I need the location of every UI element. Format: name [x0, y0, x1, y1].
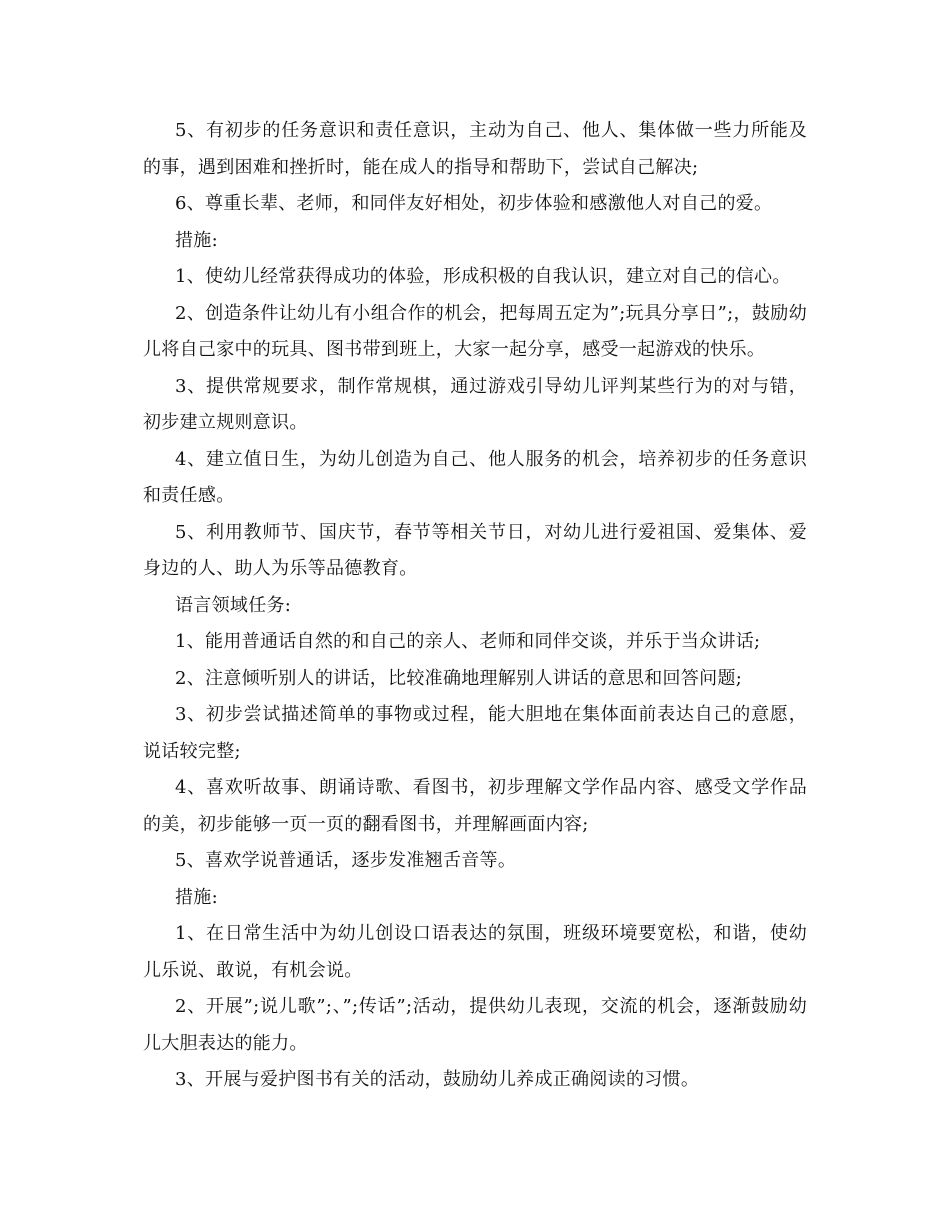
paragraph: 2、创造条件让幼儿有小组合作的机会，把每周五定为”;玩具分享日”;，鼓励幼儿将自己家中的玩具、图书带到班上，大家一起分享，感受一起游戏的快乐。	[143, 302, 807, 360]
document-body	[143, 113, 807, 1099]
paragraph: 5、有初步的任务意识和责任意识，主动为自己、他人、集体做一些力所能及的事，遇到困难和挫折时，能在成人的指导和帮助下，尝试自己解决;	[143, 120, 807, 178]
paragraph: 3、初步尝试描述简单的事物或过程，能大胆地在集体面前表达自己的意愿，说话较完整;	[143, 704, 807, 762]
section-heading: 措施:	[175, 886, 218, 908]
section-heading: 语言领域任务:	[175, 594, 292, 616]
section-heading: 措施:	[175, 229, 218, 251]
paragraph: 2、注意倾听别人的讲话，比较准确地理解别人讲话的意思和回答问题;	[175, 667, 743, 689]
paragraph: 5、利用教师节、国庆节，春节等相关节日，对幼儿进行爱祖国、爱集体、爱身边的人、助人为乐等品德教育。	[143, 521, 807, 579]
paragraph: 4、喜欢听故事、朗诵诗歌、看图书，初步理解文学作品内容、感受文学作品的美，初步能够一页一页的翻看图书，并理解画面内容;	[143, 777, 807, 835]
paragraph: 1、在日常生活中为幼儿创设口语表达的氛围，班级环境要宽松，和谐，使幼儿乐说、敢说，有机会说。	[143, 923, 807, 981]
paragraph: 5、喜欢学说普通话，逐步发准翘舌音等。	[175, 850, 517, 871]
paragraph: 4、建立值日生，为幼儿创造为自己、他人服务的机会，培养初步的任务意识和责任感。	[143, 448, 807, 506]
paragraph: 3、开展与爱护图书有关的活动，鼓励幼儿养成正确阅读的习惯。	[175, 1069, 700, 1090]
paragraph: 1、使幼儿经常获得成功的体验，形成积极的自我认识，建立对自己的信心。	[175, 266, 791, 287]
paragraph: 3、提供常规要求，制作常规棋，通过游戏引导幼儿评判某些行为的对与错，初步建立规则意识。	[143, 375, 807, 433]
paragraph: 2、开展”;说儿歌”;、”;传话”;活动，提供幼儿表现，交流的机会，逐渐鼓励幼儿大胆表达的能力。	[143, 996, 807, 1054]
paragraph: 6、尊重长辈、老师，和同伴友好相处，初步体验和感激他人对自己的爱。	[175, 193, 773, 214]
paragraph: 1、能用普通话自然的和自己的亲人、老师和同伴交谈，并乐于当众讲话;	[175, 631, 761, 652]
